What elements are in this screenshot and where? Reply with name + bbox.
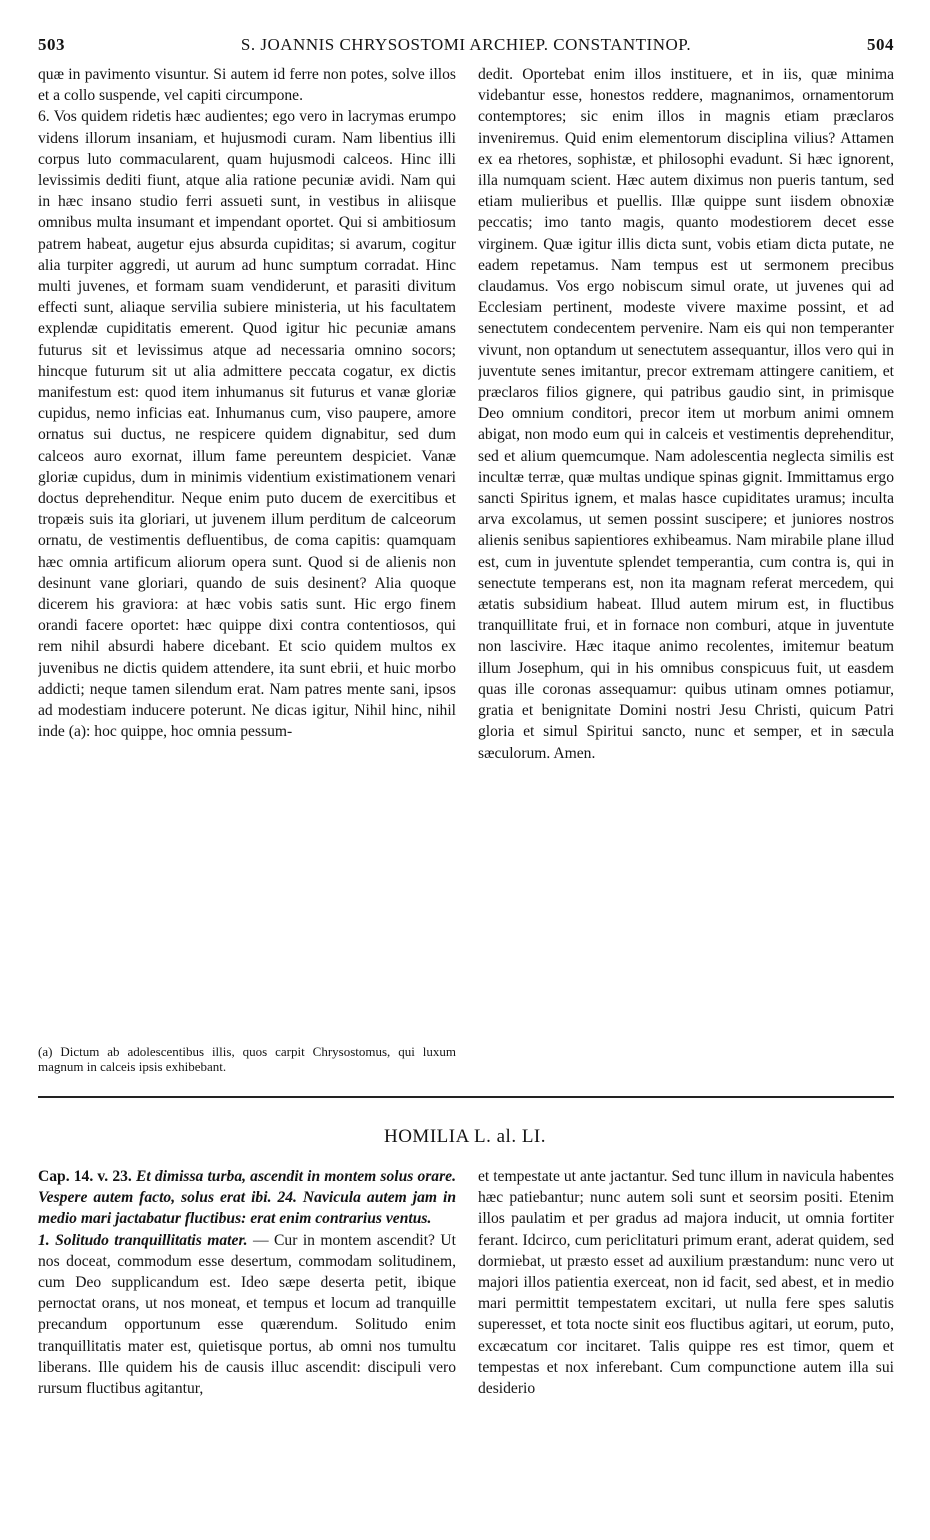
section-divider [38, 1096, 894, 1098]
column-right-bottom [478, 1166, 894, 1486]
running-title: S. JOANNIS CHRYSOSTOMI ARCHIEP. CONSTANTINOP. [240, 35, 692, 54]
paragraph: et tempestate ut ante jactantur. Sed tunc illum in navicula habentes hæc patiebantur; nunc autem soli sunt et seorsim positi. Etenim illos paulatim et per gradus ad majora inducit, ut omnia fortiter ferant. Idcirco, cum periclitaturi primum erant, aderat quidem, sed dormiebat, ut præsto esset ad auxilium præstandum: nunc vero ut majori illos patientia exerceat, non id facit, sed abest, et in medio mari permittit tempestatem excitari, ut nulla fere spes salutis superesset, et tota nocte sinit eos fluctibus agitari, ut eorum, puto, excæcatum cor incitaret. Talis quippe res est timor, quem et tempestas et nox inferebant. Cum compunctione autem illa sui desiderio [478, 1168, 894, 1398]
scripture-text: Et dimissa turba, ascendit in montem solus orare. Vespere autem facto, solus erat ibi. 24. Navicula autem jam in medio mari jactabatur fluctibus: erat enim contrarius ventus. [38, 1168, 456, 1228]
chapter-label: Cap. 14. v. 23. [38, 1168, 132, 1185]
column-right-top [478, 64, 894, 1024]
page-number-left: 503 [38, 35, 65, 54]
column-left-bottom [38, 1166, 456, 1486]
homily-title: HOMILIA L. al. LI. [383, 1126, 547, 1147]
section-body: — Cur in montem ascendit? Ut nos doceat, commodum esse desertum, commodam solitudinem, cum Deo supplicandum est. Ideo sæpe deserta petit, ibique pernoctat orans, ut nos moneat, et tempus et locum ad tranquille precandum opportunum esse quærendum. Solitudo enim tranquillitatis mater est, quietisque portus, ab omni nos tumultu liberans. Ille quidem his de causis illuc ascendit: discipuli vero rursum fluctibus agitantur, [38, 1231, 456, 1398]
page-number-right: 504 [867, 35, 894, 54]
running-header [38, 35, 894, 57]
paragraph: quæ in pavimento visuntur. Si autem id ferre non potes, solve illos et a collo suspende, vel capiti circumpone. [38, 66, 456, 105]
footnote: (a) Dictum ab adolescentibus illis, quos carpit Chrysostomus, qui luxum magnum in calceis ipsis exhibebant. [38, 1044, 456, 1074]
paragraph: 6. Vos quidem ridetis hæc audientes; ego vero in lacrymas erumpo videns illorum insaniam, et hujusmodi curam. Nam libentius illi corpus luto commacularent, quam hujusmodi calceos. Hinc illi levissimis dediti fiunt, atque alia ratione pecuniæ avidi. Nam qui in hæc insano studio ferri assueti sunt, in vestibus in aliisque omnibus multa insumant et impendant oportet. Qui si ambitiosum patrem habeat, augetur ejus absurda cupiditas; si avarum, cogitur alia turpiter aggredi, ut aurum ad hunc sumptum corradat. Hinc multi juvenes, et formam suam vendiderunt, et parasiti divitum effecti sunt, aliaque servilia subiere ministeria, ut his facultatem explendæ cupiditatis emerent. Quod igitur hic pecuniæ amans futurus sit et levissimus atque ad necessaria omnino socors; hincque futurum sit ut alia admittere peccata cogatur, ex dictis manifestum est: quod item inhumanus sit futurus et vanæ gloriæ cupidus, nemo inficias eat. Inhumanus cum, viso paupere, amore ornatus sui ductus, ne respicere quidem dignabitur, sed dum calceos auro exornat, illum fame pereuntem despiciet. Vanæ gloriæ cupidus, dum in minimis videntium existimationem venari doctus deprehenditur. Neque enim puto ducem de exercitibus et tropæis suis ita gloriari, ut juvenem illum perditum de calceorum ornatu, de vestimentis defluentibus, de coma capitis: quamquam hæc omnia artificum aliorum opera sunt. Quod si de alienis non desinunt vane gloriari, quando de suis desinent? Alia quoque dicerem his graviora: at hæc vobis satis sunt. Hic ergo finem orandi facere oportet: hæc quippe dixi contra contentiosos, qui rem nihil absurdi habere dicebant. Et scio quidem multos ex juvenibus ne dictis quidem attendere, ita sunt ebrii, et huic morbo addicti; neque tamen silendum erat. Nam patres mente sani, ipsos ad modestiam inducere poterunt. Ne dicas igitur, Nihil hinc, nihil inde (a): hoc quippe, hoc omnia pessum- [38, 108, 456, 741]
column-left-top [38, 64, 456, 1056]
chapter-heading [38, 1166, 456, 1230]
paragraph: dedit. Oportebat enim illos instituere, et in iis, quæ minima videbantur esse, honestos reddere, magnanimos, ornamentorum contemptores; sic enim illos in magnis etiam præclaros inveniremus. Quid enim elementorum disciplina vilius? Attamen ex ea rhetores, sophistæ, et philosophi evadunt. Si hæc ignorent, illa numquam scient. Hæc autem diximus non pueris tantum, sed etiam mulieribus et puellis. Illæ quippe sunt iisdem obnoxiæ peccatis; imo tanto magis, quanto modestiorem decet esse virginem. Quæ igitur illis dicta sunt, vobis etiam dicta putate, ne eadem repetamus. Nam tempus est ut sermonem precibus claudamus. Vos ergo nobiscum simul orate, ut juvenes qui ad Ecclesiam pertinent, modeste vivere maxime possint, et ad senectutem condecentem pervenire. Nam eis qui non temperanter vivunt, non optandum ut senectutem assequantur, illos vero qui in juventute senes imitantur, precor extremam attingere canitiem, et præclaros filios gignere, qui patribus gaudio sint, in primisque Deo omnium conditori, precor item ut morbum animi omnem abigat, non modo eum qui in calceis et vestimentis deprehenditur, sed et alium quemcumque. Nam adolescentia neglecta similis est incultæ terræ, quæ multas undique spinas gignit. Immittamus ergo sancti Spiritus ignem, et malas hasce cupiditates uramus; inculta arva excolamus, ut semen possint suscipere; et juniores nostros alienis senibus sapientiores exhibeamus. Nam mirabile plane illud est, cum in juventute splendet temperantia, cum contra is, qui in senectute temperans est, non ita magnam referat mercedem, qui ætatis subsidium habeat. Illud autem mirum est, in fluctibus tranquillitate frui, et in fornace non comburi, atque in juventute non lascivire. Hæc itaque animo recolentes, imitemur beatum illum Josephum, qui in his omnibus conspicuus fuit, ut easdem quas ille coronas assequamur: quibus utinam omnes potiamur, gratia et benignitate Domini nostri Jesu Christi, quicum Patri gloria et simul Spiritui sancto, nunc et semper, et in sæcula sæculorum. Amen. [478, 66, 894, 762]
section-label: 1. Solitudo tranquillitatis mater. [38, 1231, 248, 1249]
paragraph [38, 1230, 456, 1400]
